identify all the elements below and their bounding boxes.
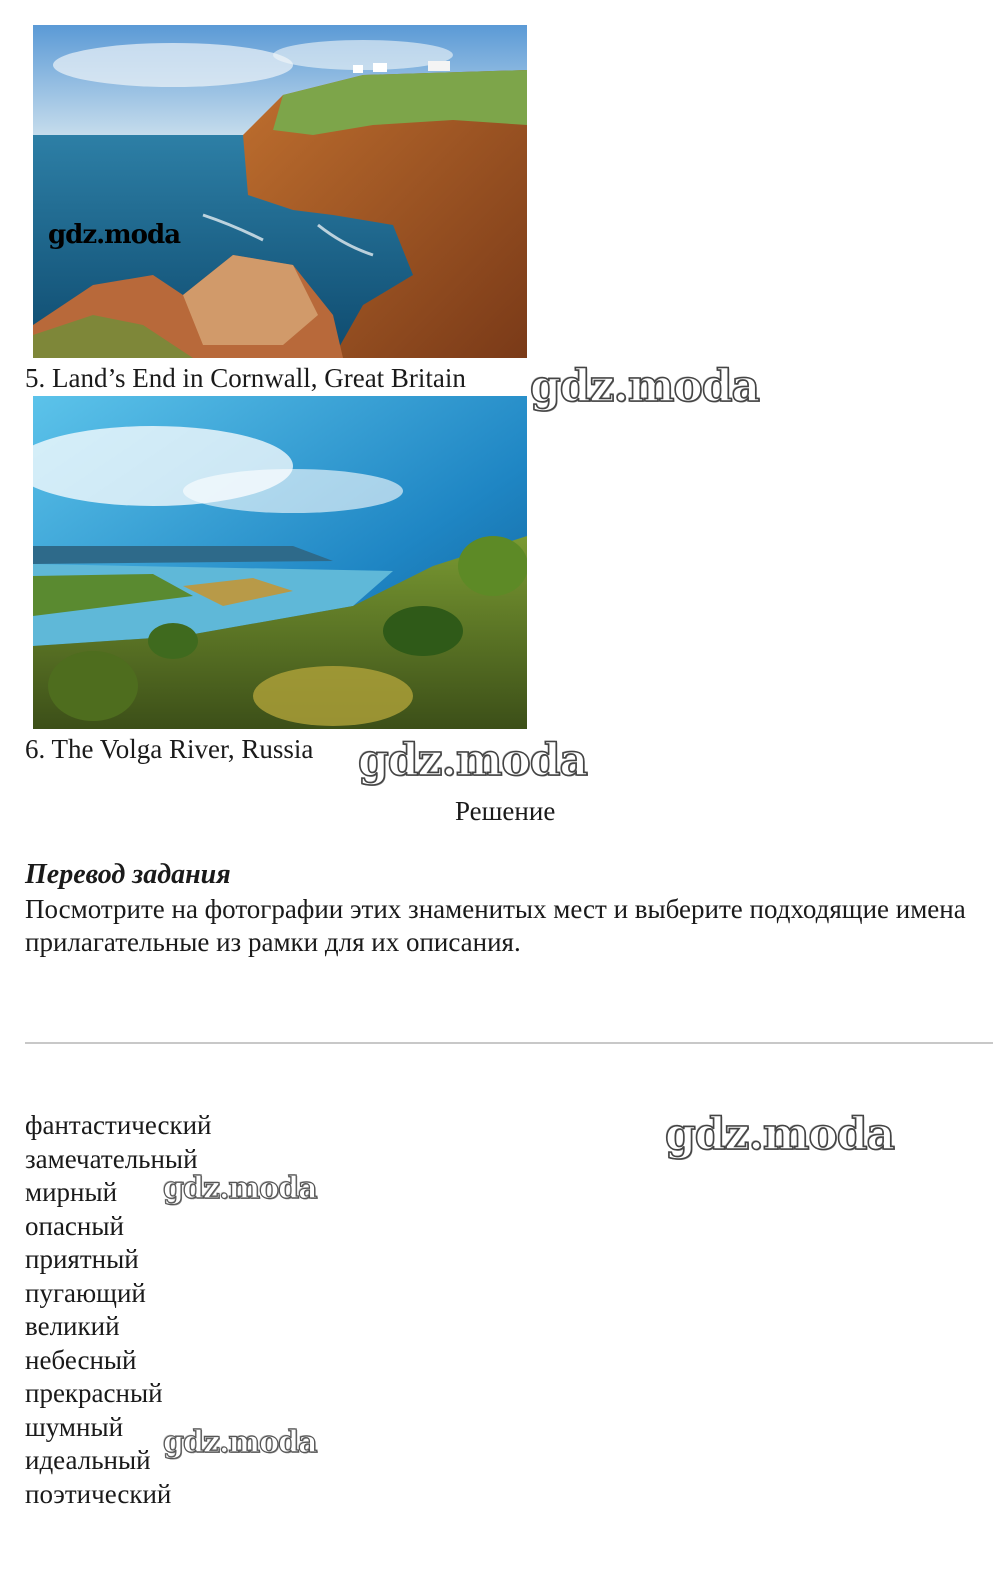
list-item: идеальный bbox=[25, 1445, 151, 1475]
divider bbox=[25, 1042, 993, 1044]
watermark: gdz.moda bbox=[358, 735, 588, 786]
watermark: gdz.moda bbox=[530, 361, 760, 412]
translation-heading: Перевод задания bbox=[25, 859, 231, 890]
caption-6: 6. The Volga River, Russia bbox=[25, 734, 314, 764]
photo-watermark: gdz.moda bbox=[48, 220, 181, 250]
list-item: поэтический bbox=[25, 1478, 172, 1509]
list-item: замечательный bbox=[25, 1143, 198, 1174]
lands-end-illustration bbox=[33, 25, 527, 358]
list-item: фантастический bbox=[25, 1110, 212, 1140]
solution-label: Решение bbox=[455, 796, 556, 826]
list-item: шумный bbox=[25, 1411, 124, 1442]
watermark: gdz.moda bbox=[163, 1171, 317, 1206]
list-item: приятный bbox=[25, 1244, 139, 1274]
list-item: прекрасный bbox=[25, 1378, 163, 1408]
translation-text: Посмотрите на фотографии этих знаменитых мест и выберите подходящие имена прилагательные из рамки для их описания. bbox=[25, 894, 966, 957]
caption-5: 5. Land’s End in Cornwall, Great Britain bbox=[25, 363, 466, 393]
lands-end-photo bbox=[33, 25, 527, 358]
watermark: gdz.moda bbox=[163, 1425, 317, 1460]
watermark: gdz.moda bbox=[665, 1109, 895, 1160]
list-item: пугающий bbox=[25, 1277, 146, 1308]
volga-river-illustration bbox=[33, 396, 527, 729]
list-item: небесный bbox=[25, 1344, 137, 1375]
list-item: опасный bbox=[25, 1210, 124, 1241]
volga-river-photo bbox=[33, 396, 527, 729]
list-item: великий bbox=[25, 1311, 120, 1341]
list-item: мирный bbox=[25, 1177, 118, 1207]
